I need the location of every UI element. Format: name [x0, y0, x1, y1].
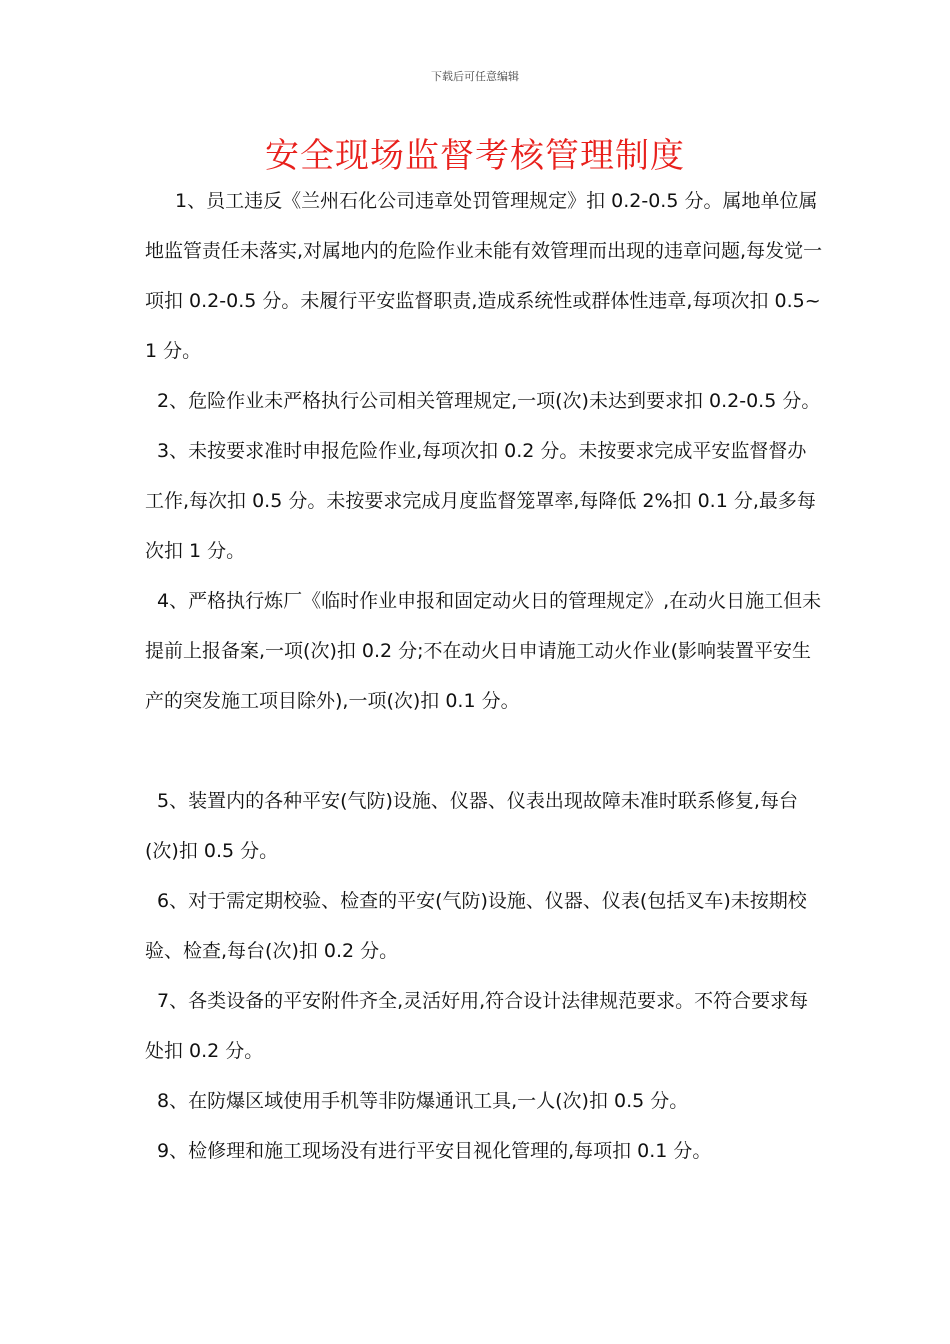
rule-paragraph-4: 4、严格执行炼厂《临时作业申报和固定动火日的管理规定》,在动火日施工但未提前上报备案,一项(次)扣 0.2 分;不在动火日申请施工动火作业(影响装置平安生产的突发施工项目除外),一项(次)扣 0.1 分。 — [145, 590, 822, 712]
rule-paragraph-5: 5、装置内的各种平安(气防)设施、仪器、仪表出现故障未准时联系修复,每台(次)扣 0.5 分。 — [145, 790, 798, 862]
rule-paragraph-3: 3、未按要求准时申报危险作业,每项次扣 0.2 分。未按要求完成平安监督督办工作,每次扣 0.5 分。未按要求完成月度监督笼罩率,每降低 2%扣 0.1 分,最多每次扣 1 分。 — [145, 440, 816, 562]
rule-paragraph-9: 9、检修理和施工现场没有进行平安目视化管理的,每项扣 0.1 分。 — [157, 1140, 712, 1162]
rule-paragraph-8: 8、在防爆区域使用手机等非防爆通讯工具,一人(次)扣 0.5 分。 — [157, 1090, 689, 1112]
document-title: 安全现场监督考核管理制度 — [265, 136, 685, 176]
document-body — [145, 176, 825, 1176]
rule-paragraph-7: 7、各类设备的平安附件齐全,灵活好用,符合设计法律规范要求。不符合要求每处扣 0.2 分。 — [145, 990, 809, 1062]
rule-paragraph-1: 1、员工违反《兰州石化公司违章处罚管理规定》扣 0.2-0.5 分。属地单位属地监管责任未落实,对属地内的危险作业未能有效管理而出现的违章问题,每发觉一项扣 0.2-0.5 分。未履行平安监督职责,造成系统性或群体性违章,每项次扣 0.5~1 分。 — [145, 190, 823, 362]
rule-paragraph-2: 2、危险作业未严格执行公司相关管理规定,一项(次)未达到要求扣 0.2-0.5 分。 — [157, 390, 821, 412]
rule-paragraph-6: 6、对于需定期校验、检查的平安(气防)设施、仪器、仪表(包括叉车)未按期校验、检查,每台(次)扣 0.2 分。 — [145, 890, 807, 962]
header-note: 下载后可任意编辑 — [431, 70, 519, 83]
